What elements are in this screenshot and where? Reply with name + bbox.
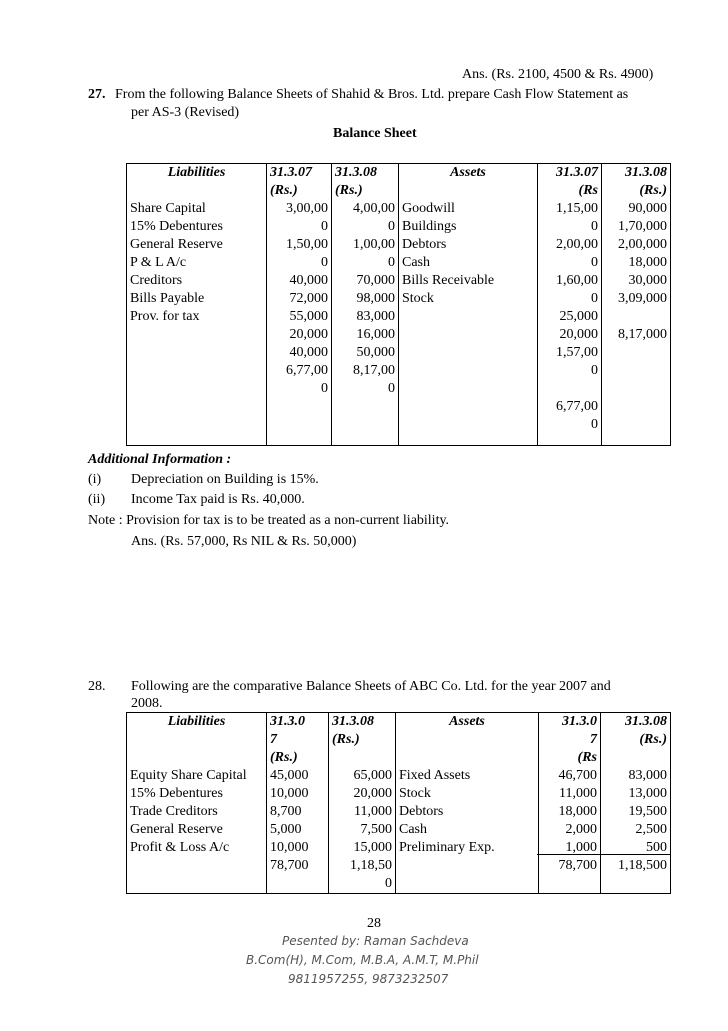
page-number: 28 <box>367 916 381 931</box>
q27-header-a-2008: 31.3.08 (Rs.) <box>602 164 671 201</box>
q27-l-2007-values: 3,00,00 0 1,50,00 0 40,000 72,000 55,000 20,000 40,000 6,77,00 0 <box>267 200 332 445</box>
q27-l-2008-values: 4,00,00 0 1,00,00 0 70,000 98,000 83,000 16,000 50,000 8,17,00 0 <box>332 200 399 445</box>
q27-header-row <box>127 164 671 201</box>
q27-header-liabilities: Liabilities <box>127 164 267 201</box>
q28-l-2007-values: 45,000 10,000 8,700 5,000 10,000 78,700 <box>267 767 329 894</box>
q27-header-a-2007: 31.3.07 (Rs <box>538 164 602 201</box>
q27-liabilities-list: Share Capital 15% Debentures General Reserve P & L A/c Creditors Bills Payable Prov. for tax <box>127 200 267 445</box>
q28-number: 28. <box>88 679 106 694</box>
q27-note: Note : Provision for tax is to be treated as a non-current liability. <box>88 513 450 528</box>
q27-text-line1: From the following Balance Sheets of Shahid & Bros. Ltd. prepare Cash Flow Statement as <box>115 87 629 102</box>
q27-balance-sheet <box>126 163 671 446</box>
q28-body-row <box>127 767 671 894</box>
q28-assets-list: Fixed Assets Stock Debtors Cash Preliminary Exp. <box>396 767 539 894</box>
q27-a-2008-values: 90,000 1,70,000 2,00,000 18,000 30,000 3,09,000 8,17,000 <box>602 200 671 445</box>
info-item-num: (i) <box>88 472 102 487</box>
q27-header-assets: Assets <box>399 164 538 201</box>
info-item-text: Depreciation on Building is 15%. <box>131 472 319 487</box>
q28-header-assets: Assets <box>396 713 539 768</box>
q28-header-row <box>127 713 671 768</box>
footer-qualifications: B.Com(H), M.Com, M.B.A, A.M.T, M.Phil <box>246 953 479 967</box>
q28-balance-sheet <box>126 712 671 894</box>
additional-info-title: Additional Information : <box>88 452 232 467</box>
q27-header-l-2008: 31.3.08 (Rs.) <box>332 164 399 201</box>
q28-header-l-2008: 31.3.08 (Rs.) <box>329 713 396 768</box>
footer-phone: 9811957255, 9873232507 <box>288 972 449 986</box>
q28-header-a-2008: 31.3.08 (Rs.) <box>601 713 671 768</box>
info-item-text: Income Tax paid is Rs. 40,000. <box>131 492 305 507</box>
q28-header-l-2007: 31.3.0 7 (Rs.) <box>267 713 329 768</box>
q28-a-2008-values: 83,000 13,000 19,500 2,500 500 1,18,500 <box>601 767 671 894</box>
q27-table-title: Balance Sheet <box>333 126 417 141</box>
q27-assets-list: Goodwill Buildings Debtors Cash Bills Receivable Stock <box>399 200 538 445</box>
footer-presenter: Pesented by: Raman Sachdeva <box>282 934 469 948</box>
q27-text-line2: per AS-3 (Revised) <box>131 105 240 120</box>
previous-answer: Ans. (Rs. 2100, 4500 & Rs. 4900) <box>462 67 654 82</box>
q28-total-rule <box>537 854 670 855</box>
info-item-num: (ii) <box>88 492 106 507</box>
q28-liabilities-list: Equity Share Capital 15% Debentures Trade Creditors General Reserve Profit & Loss A/c <box>127 767 267 894</box>
q27-answer: Ans. (Rs. 57,000, Rs NIL & Rs. 50,000) <box>131 534 357 549</box>
q28-text-line2: 2008. <box>131 696 163 711</box>
q28-a-2007-values: 46,700 11,000 18,000 2,000 1,000 78,700 <box>539 767 601 894</box>
q27-header-l-2007: 31.3.07 (Rs.) <box>267 164 332 201</box>
q28-text-line1: Following are the comparative Balance Sheets of ABC Co. Ltd. for the year 2007 and <box>131 679 611 694</box>
q27-a-2007-values: 1,15,00 0 2,00,00 0 1,60,00 0 25,000 20,000 1,57,00 0 6,77,00 0 <box>538 200 602 445</box>
q27-number: 27. <box>88 87 106 102</box>
q28-header-liabilities: Liabilities <box>127 713 267 768</box>
q27-body-row <box>127 200 671 445</box>
q28-header-a-2007: 31.3.0 7 (Rs <box>539 713 601 768</box>
q28-l-2008-values: 65,000 20,000 11,000 7,500 15,000 1,18,50 0 <box>329 767 396 894</box>
